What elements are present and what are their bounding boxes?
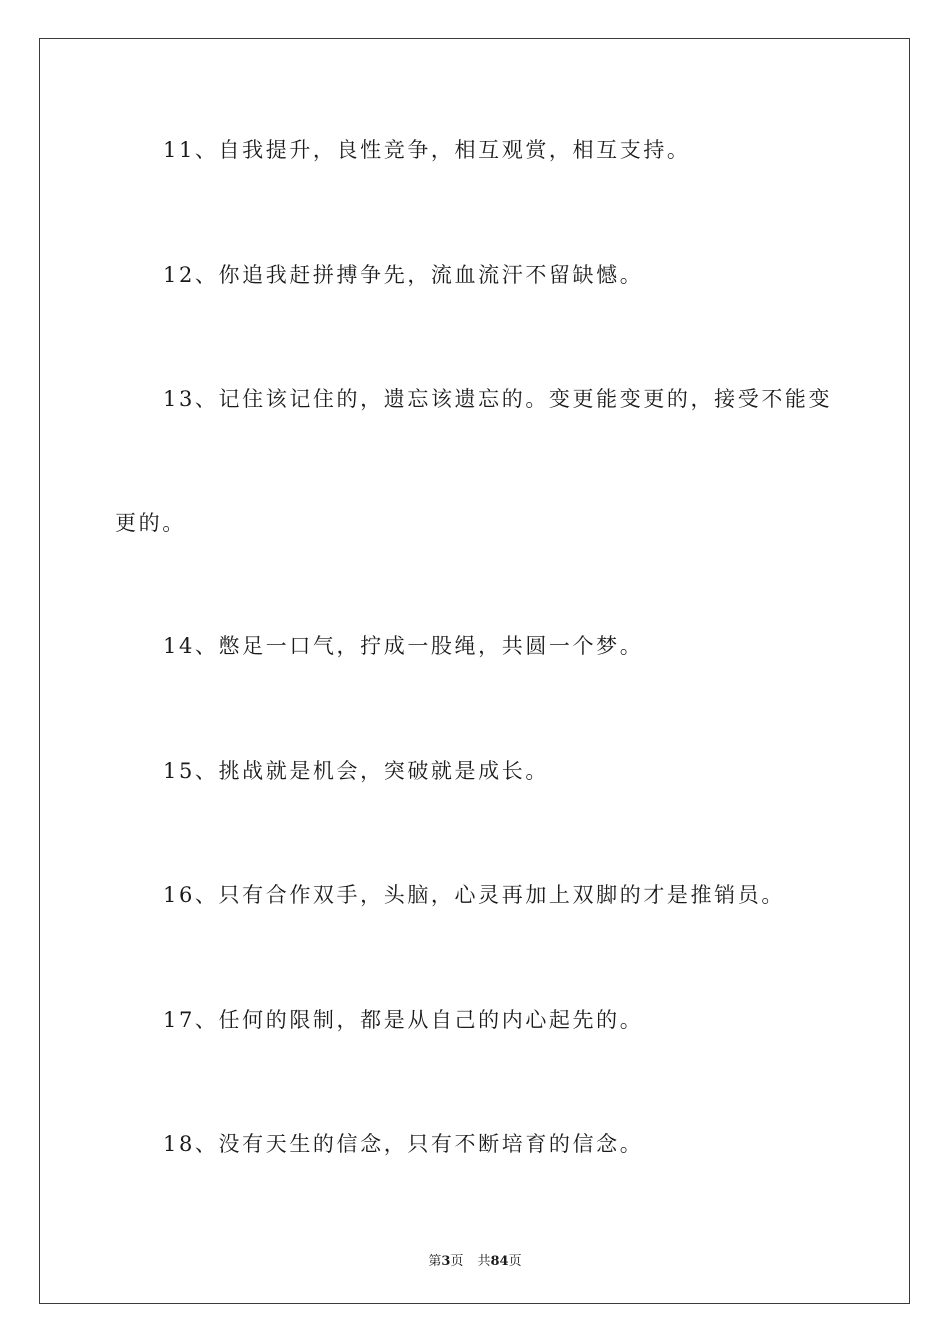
item-16-text: 16、只有合作双手，头脑，心灵再加上双脚的才是推销员。: [163, 883, 785, 907]
total-label-suffix: 页: [508, 1254, 522, 1269]
item-14-text: 14、憋足一口气，拧成一股绳，共圆一个梦。: [163, 634, 644, 658]
item-18-text: 18、没有天生的信念，只有不断培育的信念。: [163, 1132, 644, 1156]
page-border: [39, 38, 910, 1304]
current-page-number: 3: [441, 1254, 451, 1269]
page-label-suffix: 页: [450, 1254, 464, 1269]
item-12-text: 12、你追我赶拼搏争先，流血流汗不留缺憾。: [163, 263, 644, 287]
total-page-number: 84: [490, 1254, 509, 1269]
page-label-prefix: 第: [428, 1254, 442, 1269]
item-15-text: 15、挑战就是机会，突破就是成长。: [163, 759, 549, 783]
item-17-text: 17、任何的限制，都是从自己的内心起先的。: [163, 1008, 644, 1032]
item-13-continuation: 更的。: [115, 511, 186, 535]
total-label-prefix: 共: [477, 1254, 491, 1269]
item-11-text: 11、自我提升，良性竞争，相互观赏，相互支持。: [163, 138, 691, 162]
item-13-text: 13、记住该记住的，遗忘该遗忘的。变更能变更的，接受不能变: [163, 387, 833, 411]
page-footer: [0, 1250, 950, 1269]
